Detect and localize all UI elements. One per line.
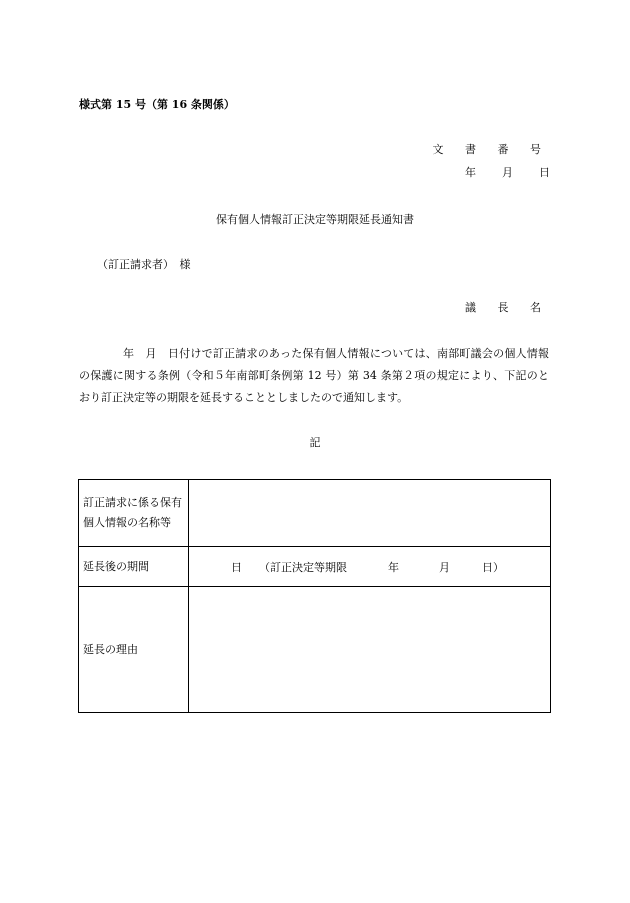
name-label-cell (79, 480, 189, 547)
issue-date (465, 164, 550, 180)
date-month: 月 (502, 166, 513, 179)
table-row (79, 480, 551, 547)
sender-name: 議 長 名 (465, 301, 550, 314)
period-value-cell (189, 547, 551, 587)
period-deadline-label: （訂正決定等期限 (259, 560, 347, 574)
period-label-cell (79, 547, 189, 587)
reason-label: 延長の理由 (83, 642, 138, 656)
table-row (79, 587, 551, 713)
document-number: 文 書 番 号 (432, 143, 550, 156)
name-value-cell (189, 480, 551, 547)
info-table (78, 479, 551, 713)
form-label: 様式第 15 号（第 16 条関係） (79, 98, 235, 111)
ki-heading: 記 (309, 436, 321, 449)
period-year: 年 (388, 560, 399, 574)
period-month: 月 (439, 560, 450, 574)
date-year: 年 (465, 166, 476, 179)
reason-label-cell (79, 587, 189, 713)
addressee: （訂正請求者） 様 (97, 258, 191, 271)
period-end: 日） (482, 560, 504, 574)
body-paragraph: 年 月 日付けで訂正請求のあった保有個人情報については、南部町議会の個人情報の保護に関する条例（令和５年南部町条例第 12 号）第 34 条第２項の規定により、下記のとおり訂正決定等の期限を延長することとしましたので通知します。 (79, 347, 549, 404)
period-day: 日 (231, 560, 242, 574)
reason-value-cell (189, 587, 551, 713)
name-label: 訂正請求に係る保有個人情報の名称等 (83, 496, 182, 529)
table-row (79, 547, 551, 587)
date-day: 日 (539, 166, 550, 179)
document-title: 保有個人情報訂正決定等期限延長通知書 (216, 213, 414, 226)
period-label: 延長後の期間 (83, 559, 149, 573)
